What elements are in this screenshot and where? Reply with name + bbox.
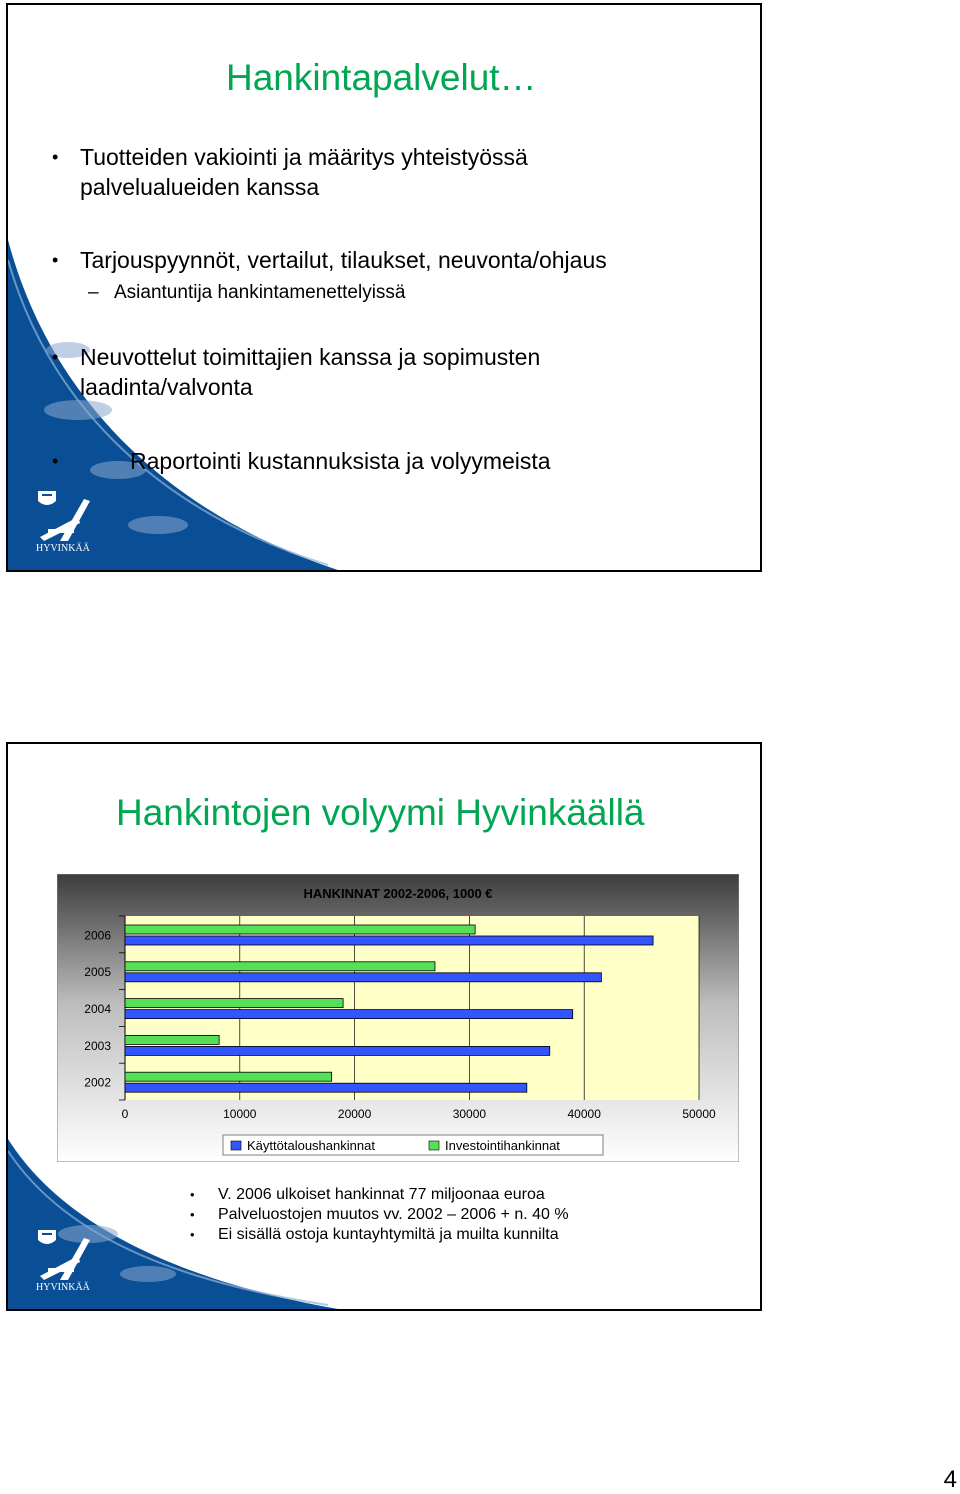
bullet-2 — [52, 245, 607, 275]
slide-1 — [6, 3, 762, 572]
hyvinkaa-logo — [34, 1228, 96, 1294]
crest-shield-icon — [38, 1230, 56, 1244]
legend-swatch — [231, 1141, 241, 1150]
slide-2 — [6, 742, 762, 1311]
note-1 — [190, 1185, 569, 1205]
note-3 — [190, 1225, 569, 1245]
bullet-1-line1: Tuotteiden vakiointi ja määritys yhteistyössä — [80, 144, 528, 170]
chart-title: HANKINNAT 2002-2006, 1000 € — [303, 886, 493, 901]
x-tick-label: 40000 — [567, 1107, 601, 1121]
bullet-dot-icon: • — [52, 250, 59, 270]
bar-2004-investointi — [125, 999, 343, 1008]
sub-bullet-text: Asiantuntija hankintamenettelyissä — [114, 282, 406, 303]
bar-2003-investointi — [125, 1035, 219, 1044]
bar-2002-kayttotalous — [125, 1083, 527, 1092]
bar-2002-investointi — [125, 1072, 332, 1081]
slide-1-title: Hankintapalvelut… — [226, 57, 537, 98]
x-tick-label: 0 — [121, 1107, 129, 1121]
bullet-dot-icon: • — [190, 1207, 195, 1222]
hyvinkaa-logo — [34, 489, 96, 555]
category-label: 2003 — [84, 1038, 111, 1053]
legend-label: Käyttötaloushankinnat — [247, 1138, 375, 1153]
legend-swatch — [429, 1141, 439, 1150]
category-label: 2004 — [84, 1002, 111, 1016]
bar-2004-kayttotalous — [125, 1010, 573, 1019]
legend-label: Investointihankinnat — [445, 1138, 560, 1153]
note-2-text: Palveluostojen muutos vv. 2002 – 2006 + n. 40 % — [218, 1206, 569, 1223]
bar-2005-investointi — [125, 962, 435, 971]
bar-2006-investointi — [125, 925, 475, 934]
bullet-dot-icon: • — [190, 1227, 195, 1242]
bullet-3-line1: Neuvottelut toimittajien kanssa ja sopimusten — [80, 344, 541, 370]
sub-bullet — [88, 281, 406, 305]
bullet-4-line1: Raportointi kustannuksista ja volyymeista — [130, 448, 551, 474]
note-1-text: V. 2006 ulkoiset hankinnat 77 miljoonaa euroa — [218, 1186, 545, 1203]
bullet-dot-icon: • — [52, 451, 59, 471]
x-tick-label: 20000 — [337, 1107, 372, 1121]
category-label: 2005 — [84, 965, 111, 980]
crest-shield-icon — [38, 491, 56, 505]
note-3-text: Ei sisällä ostoja kuntayhtymiltä ja muilta kunnilta — [218, 1226, 559, 1243]
bullet-2-line1: Tarjouspyynnöt, vertailut, tilaukset, neuvonta/ohjaus — [80, 247, 607, 273]
category-label: 2006 — [84, 928, 111, 943]
note-2 — [190, 1205, 569, 1225]
bullet-dot-icon: • — [190, 1187, 195, 1202]
slide-2-title: Hankintojen volyymi Hyvinkäällä — [116, 792, 645, 833]
x-tick-label: 30000 — [452, 1107, 487, 1121]
category-label: 2002 — [84, 1075, 111, 1090]
page-number: 4 — [943, 1466, 957, 1493]
bullet-1-line2: palvelualueiden kanssa — [80, 174, 320, 200]
bullet-4 — [52, 446, 551, 476]
bullet-3 — [52, 342, 541, 402]
dash-icon: – — [88, 282, 99, 303]
bullet-dot-icon: • — [52, 147, 59, 167]
bullet-3-line2: laadinta/valvonta — [80, 374, 253, 400]
bar-2006-kayttotalous — [125, 936, 653, 945]
logo-text: HYVINKÄÄ — [36, 543, 90, 554]
x-tick-label: 10000 — [223, 1107, 257, 1121]
logo-text: HYVINKÄÄ — [36, 1282, 90, 1293]
bullet-dot-icon: • — [52, 347, 59, 367]
bar-chart — [57, 874, 739, 1162]
notes-list — [190, 1185, 569, 1245]
bar-2005-kayttotalous — [125, 973, 601, 982]
x-tick-label: 50000 — [682, 1107, 716, 1121]
bullet-1 — [52, 142, 528, 202]
bar-2003-kayttotalous — [125, 1046, 550, 1055]
legend — [223, 1135, 603, 1155]
